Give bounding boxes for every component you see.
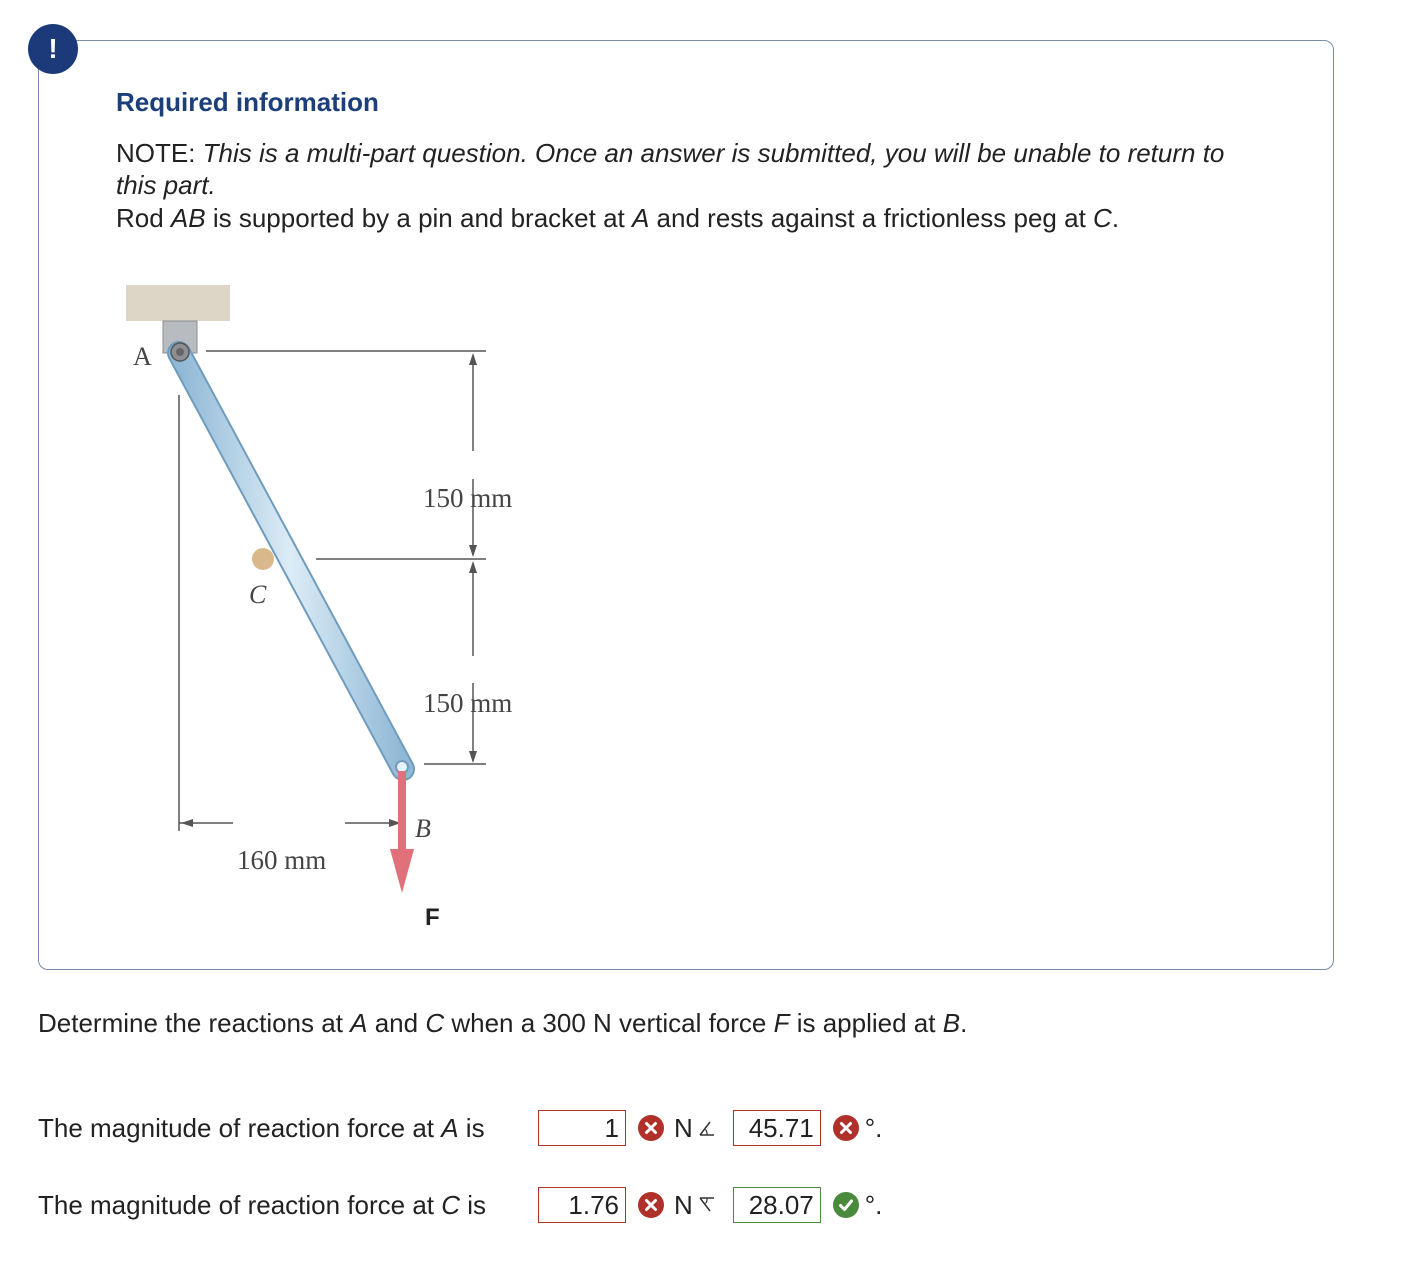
required-info-box bbox=[38, 40, 1334, 970]
label-a: A bbox=[133, 342, 152, 371]
desc-part: and rests against a frictionless peg at bbox=[649, 203, 1094, 233]
q-part: and bbox=[367, 1008, 426, 1038]
arrow-head bbox=[469, 751, 477, 763]
dim-label-bottom: 150 mm bbox=[423, 688, 513, 718]
force-arrow-head bbox=[390, 849, 414, 893]
angle-input-c[interactable]: 28.07 bbox=[733, 1187, 821, 1223]
alert-badge: ! bbox=[28, 24, 78, 74]
q-var-b: B bbox=[942, 1008, 961, 1038]
angle-down-icon bbox=[699, 1197, 715, 1213]
unit-a: N bbox=[674, 1112, 693, 1143]
q-var-c: C bbox=[425, 1008, 445, 1038]
incorrect-icon bbox=[638, 1192, 664, 1218]
degree-symbol-c: °. bbox=[864, 1189, 883, 1220]
q-part: when a 300 N vertical force bbox=[444, 1008, 774, 1038]
desc-var-c: C bbox=[1093, 203, 1112, 233]
answer-label-c bbox=[38, 1190, 538, 1221]
q-part: Determine the reactions at bbox=[38, 1008, 351, 1038]
label-var: C bbox=[441, 1189, 461, 1220]
ceiling-support bbox=[126, 285, 230, 321]
arrow-head bbox=[181, 819, 193, 827]
dim-label-horizontal: 160 mm bbox=[237, 845, 327, 875]
pin-a-center bbox=[176, 348, 184, 356]
note-text bbox=[116, 137, 1226, 201]
answer-row-a bbox=[38, 1108, 882, 1148]
note-body: This is a multi-part question. Once an answer is submitted, you will be unable to return to this part. bbox=[116, 138, 1225, 200]
correct-icon bbox=[833, 1192, 859, 1218]
arrow-head bbox=[469, 353, 477, 365]
force-arrow-shaft bbox=[398, 771, 406, 851]
desc-var-ab: AB bbox=[170, 203, 206, 233]
incorrect-icon bbox=[638, 1115, 664, 1141]
q-part: . bbox=[960, 1008, 968, 1038]
dim-label-top: 150 mm bbox=[423, 483, 513, 513]
magnitude-input-c[interactable]: 1.76 bbox=[538, 1187, 626, 1223]
rod-ab bbox=[179, 353, 403, 769]
q-part: is applied at bbox=[789, 1008, 943, 1038]
answer-label-a bbox=[38, 1113, 538, 1144]
label-part: The magnitude of reaction force at bbox=[38, 1189, 442, 1220]
degree-symbol-a: °. bbox=[864, 1112, 883, 1143]
label-var: A bbox=[441, 1112, 459, 1143]
label-c: C bbox=[249, 580, 267, 609]
angle-input-a[interactable]: 45.71 bbox=[733, 1110, 821, 1146]
q-var-a: A bbox=[350, 1008, 368, 1038]
magnitude-input-a[interactable]: 1 bbox=[538, 1110, 626, 1146]
q-var-f: F bbox=[773, 1008, 790, 1038]
angle-up-icon bbox=[699, 1120, 715, 1136]
desc-var-a: A bbox=[631, 203, 650, 233]
label-part: The magnitude of reaction force at bbox=[38, 1112, 442, 1143]
label-f: F bbox=[425, 904, 440, 931]
arrow-head bbox=[469, 545, 477, 557]
answer-row-c bbox=[38, 1185, 882, 1225]
label-b: B bbox=[415, 814, 431, 843]
desc-part: Rod bbox=[116, 203, 171, 233]
label-part: is bbox=[460, 1189, 487, 1220]
unit-c: N bbox=[674, 1189, 693, 1220]
arrow-head bbox=[469, 561, 477, 573]
rod-diagram bbox=[133, 311, 599, 941]
label-part: is bbox=[458, 1112, 485, 1143]
desc-part: is supported by a pin and bracket at bbox=[205, 203, 632, 233]
desc-part: . bbox=[1111, 203, 1120, 233]
note-label: NOTE: bbox=[116, 138, 203, 168]
incorrect-icon bbox=[833, 1115, 859, 1141]
question-text bbox=[38, 1008, 967, 1039]
problem-description bbox=[116, 202, 1119, 234]
peg-c bbox=[252, 548, 274, 570]
required-info-title: Required information bbox=[116, 87, 379, 117]
